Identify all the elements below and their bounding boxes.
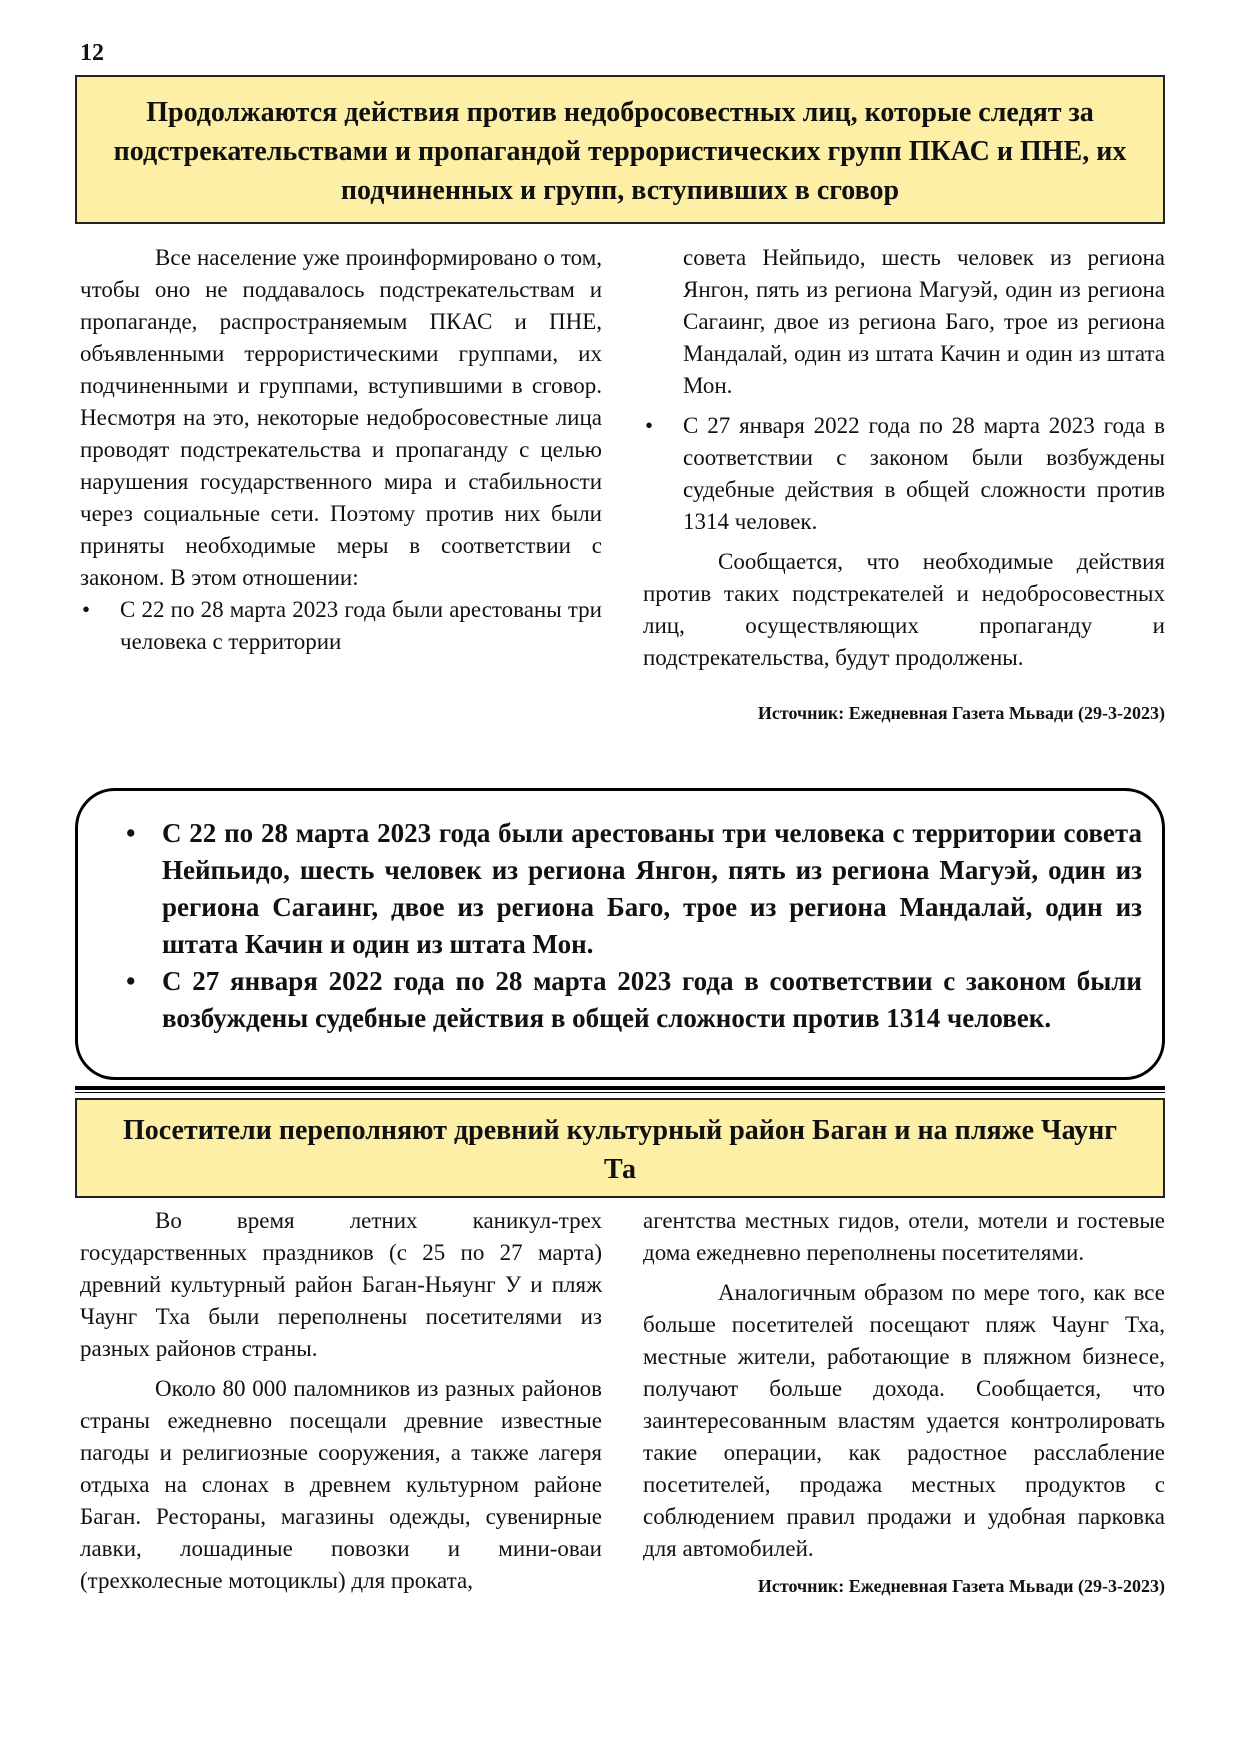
article2-paragraph-1: Во время летних каникул-трех государственных праздников (с 25 по 27 марта) древний культурный район Баган-Ньяунг У и пляж Чаунг Тха были переполнены посетителями из разных районов страны. (80, 1208, 602, 1361)
section-divider-thin (75, 1092, 1165, 1093)
article1-source: Источник: Ежедневная Газета Мьвади (29-3-2023) (757, 703, 1165, 723)
summary-box (75, 788, 1165, 1080)
article1-bullet-1-continued (683, 242, 1165, 402)
article1-bullet-1: • С 22 по 28 марта 2023 года были арестованы три человека с территории (120, 594, 602, 658)
summary-list (130, 815, 1142, 1037)
article1-bullet-1-continued-text: совета Нейпьидо, шесть человек из региона Янгон, пять из региона Магуэй, один из региона Сагаинг, двое из региона Баго, трое из региона Мандалай, один из штата Качин и один из штата Мон. (683, 245, 1165, 398)
section-divider-thick (75, 1086, 1165, 1090)
article1-intro-paragraph: Все население уже проинформировано о том, чтобы оно не поддавалось подстрекательствам и пропаганде, распространяемым ПКАС и ПНЕ, объявленными террористическими группами, их подчиненными и группами, вступившими в сговор. Несмотря на это, некоторые недобросовестные лица проводят подстрекательства и пропаганду с целью нарушения государственного мира и стабильности через социальные сети. Поэтому против них были приняты необходимые меры в соответствии с законом. В этом отношении: (80, 245, 602, 590)
article2-paragraph-3: Аналогичным образом по мере того, как все больше посетителей посещают пляж Чаунг Тха, местные жители, работающие в пляжном бизнесе, получают больше дохода. Сообщается, что заинтересованным властям удается контролировать такие операции, как радостное расслабление посетителей, продажа местных продуктов с соблюдением правил продажи и удобная парковка для автомобилей. (643, 1280, 1165, 1561)
article2-right-column (643, 1205, 1165, 1599)
summary-item-2: • С 27 января 2022 года по 28 марта 2023 года в соответствии с законом были возбуждены судебные действия в общей сложности против 1314 человек. (162, 963, 1142, 1037)
spacer (643, 1565, 1165, 1573)
article2-source: Источник: Ежедневная Газета Мьвади (29-3-2023) (757, 1576, 1165, 1596)
summary-item-1: • С 22 по 28 марта 2023 года были арестованы три человека с территории совета Нейпьидо, шесть человек из региона Янгон, пять из региона Магуэй, один из региона Сагаинг, двое из региона Баго, трое из региона Мандалай, один из штата Качин и один из штата Мон. (162, 815, 1142, 963)
article2-title: Посетители переполняют древний культурный район Баган и на пляже Чаунг Та (75, 1098, 1165, 1198)
article1-left-column (80, 242, 602, 658)
spacer (643, 674, 1165, 700)
spacer (683, 402, 1165, 410)
article1-bullet-2: • С 27 января 2022 года по 28 марта 2023 года в соответствии с законом были возбуждены судебные действия в общей сложности против 1314 человек. (683, 410, 1165, 538)
article1-title: Продолжаются действия против недобросовестных лиц, которые следят за подстрекательствами и пропагандой террористических групп ПКАС и ПНЕ, их подчиненных и групп, вступивших в сговор (75, 75, 1165, 224)
spacer (643, 1269, 1165, 1277)
article1-bullet-list (80, 594, 602, 658)
article2-paragraph-2-continued: агентства местных гидов, отели, мотели и гостевые дома ежедневно переполнены посетителями. (643, 1208, 1165, 1265)
page-number: 12 (80, 40, 104, 66)
article1-closing-paragraph: Сообщается, что необходимые действия против таких подстрекателей и недобросовестных лиц, осуществляющих пропаганду и подстрекательства, будут продолжены. (643, 549, 1165, 670)
article2-left-column (80, 1205, 602, 1597)
article1-bullet-list-continued (643, 242, 1165, 538)
article1-right-column (643, 242, 1165, 726)
spacer (643, 538, 1165, 546)
article2-paragraph-2: Около 80 000 паломников из разных районов страны ежедневно посещали древние известные пагоды и религиозные сооружения, а также лагеря отдыха на слонах в древнем культурном районе Баган. Рестораны, магазины одежды, сувенирные лавки, лошадиные повозки и мини-оваи (трехколесные мотоциклы) для проката, (80, 1376, 602, 1593)
spacer (80, 1365, 602, 1373)
